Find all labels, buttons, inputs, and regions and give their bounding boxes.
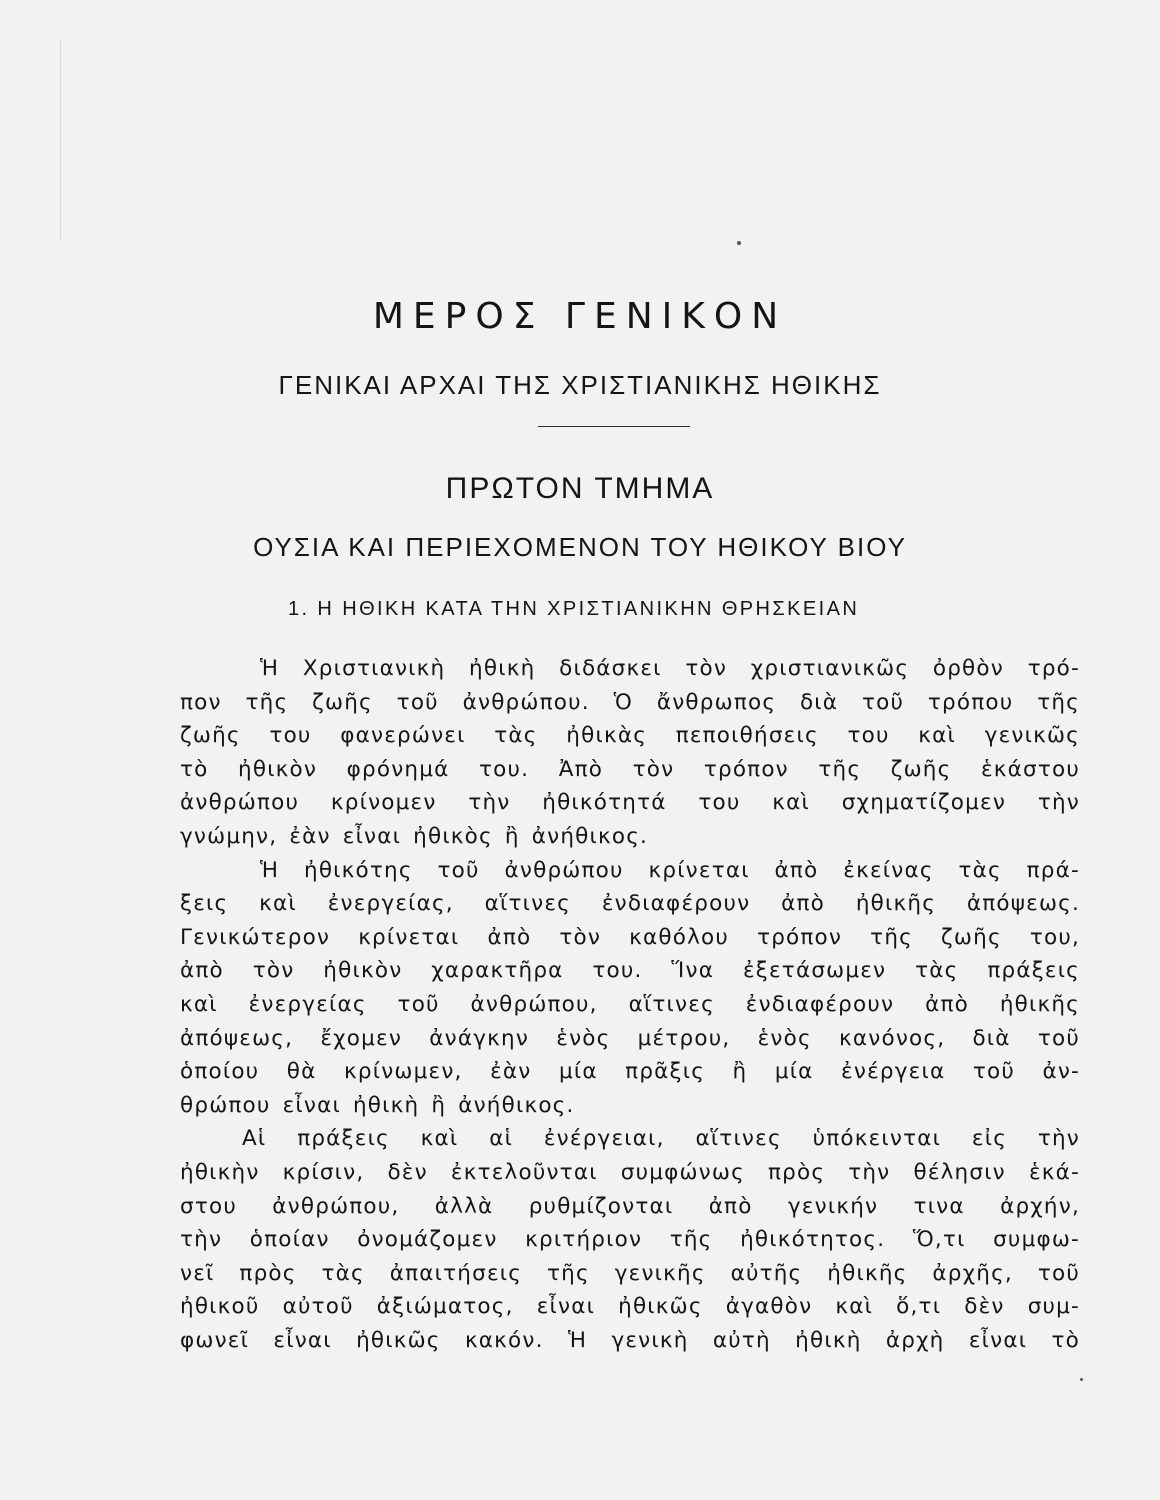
text-line: ἀπόψεως, ἔχομεν ἀνάγκην ἑνὸς μέτρου, ἑνὸς κανόνος, διὰ τοῦ (180, 1025, 1080, 1051)
divider-rule (538, 426, 690, 427)
text-line: τὸ ἠθικὸν φρόνημά του. Ἀπὸ τὸν τρόπον τῆς ζωῆς ἑκάστου (180, 756, 1080, 782)
page-smudge (60, 40, 121, 240)
section-title: ΠΡΩΤΟΝ ΤΜΗΜΑ (445, 472, 715, 505)
text-line: Γενικώτερον κρίνεται ἀπὸ τὸν καθόλου τρόπον τῆς ζωῆς του, (180, 924, 1080, 950)
text-line: Ἡ Χριστιανικὴ ἠθικὴ διδάσκει τὸν χριστιανικῶς ὀρθὸν τρό- (260, 656, 1080, 681)
text-line: ὁποίου θὰ κρίνωμεν, ἐὰν μία πρᾶξις ἢ μία ἐνέργεια τοῦ ἀν- (180, 1059, 1080, 1085)
part-subtitle: ΓΕΝΙΚΑΙ ΑΡΧΑΙ ΤΗΣ ΧΡΙΣΤΙΑΝΙΚΗΣ ΗΘΙΚΗΣ (278, 370, 882, 400)
text-line: ζωῆς του φανερώνει τὰς ἠθικὰς πεποιθήσεις του καὶ γενικῶς (180, 723, 1080, 749)
text-line: τὴν ὁποίαν ὀνομάζομεν κριτήριον τῆς ἠθικότητος. Ὅ,τι συμφω- (180, 1227, 1080, 1253)
text-line: πον τῆς ζωῆς τοῦ ἀνθρώπου. Ὁ ἄνθρωπος διὰ τοῦ τρόπου τῆς (180, 689, 1080, 715)
text-line: καὶ ἐνεργείας τοῦ ἀνθρώπου, αἵτινες ἐνδιαφέρουν ἀπὸ ἠθικῆς (180, 991, 1080, 1017)
ink-speck (1080, 1378, 1083, 1381)
text-line: Ἡ ἠθικότης τοῦ ἀνθρώπου κρίνεται ἀπὸ ἐκείνας τὰς πρά- (260, 857, 1080, 883)
text-line: ἠθικὴν κρίσιν, δὲν ἐκτελοῦνται συμφώνως πρὸς τὴν θέλησιν ἑκά- (180, 1159, 1080, 1185)
chapter-heading: 1. Η ΗΘΙΚΗ ΚΑΤΑ ΤΗΝ ΧΡΙΣΤΙΑΝΙΚΗΝ ΘΡΗΣΚΕΙΑΝ (288, 598, 860, 620)
text-line: Αἱ πράξεις καὶ αἱ ἐνέργειαι, αἵτινες ὑπόκεινται εἰς τὴν (242, 1126, 1080, 1152)
text-line: ἀπὸ τὸν ἠθικὸν χαρακτῆρα του. Ἵνα ἐξετάσωμεν τὰς πράξεις (180, 958, 1080, 984)
ink-speck (737, 241, 741, 245)
text-line: νεῖ πρὸς τὰς ἀπαιτήσεις τῆς γενικῆς αὐτῆς ἠθικῆς ἀρχῆς, τοῦ (180, 1260, 1080, 1286)
section-subtitle: ΟΥΣΙΑ ΚΑΙ ΠΕΡΙΕΧΟΜΕΝΟΝ ΤΟΥ ΗΘΙΚΟΥ ΒΙΟΥ (253, 532, 907, 562)
body-text (180, 652, 1080, 1357)
text-line: ἀνθρώπου κρίνομεν τὴν ἠθικότητά του καὶ σχηματίζομεν τὴν (180, 790, 1080, 816)
part-title: ΜΕΡΟΣ ΓΕΝΙΚΟΝ (372, 296, 788, 337)
text-line: στου ἀνθρώπου, ἀλλὰ ρυθμίζονται ἀπὸ γενικήν τινα ἀρχήν, (180, 1193, 1080, 1219)
text-line: φωνεῖ εἶναι ἠθικῶς κακόν. Ἡ γενικὴ αὐτὴ ἠθικὴ ἀρχὴ εἶναι τὸ (180, 1327, 1080, 1353)
text-line: ἠθικοῦ αὐτοῦ ἀξιώματος, εἶναι ἠθικῶς ἀγαθὸν καὶ ὅ,τι δὲν συμ- (180, 1294, 1080, 1320)
text-line: ξεις καὶ ἐνεργείας, αἵτινες ἐνδιαφέρουν ἀπὸ ἠθικῆς ἀπόψεως. (180, 891, 1080, 917)
text-line: γνώμην, ἐὰν εἶναι ἠθικὸς ἢ ἀνήθικος. (180, 823, 649, 849)
text-line: θρώπου εἶναι ἠθικὴ ἢ ἀνήθικος. (180, 1092, 575, 1118)
